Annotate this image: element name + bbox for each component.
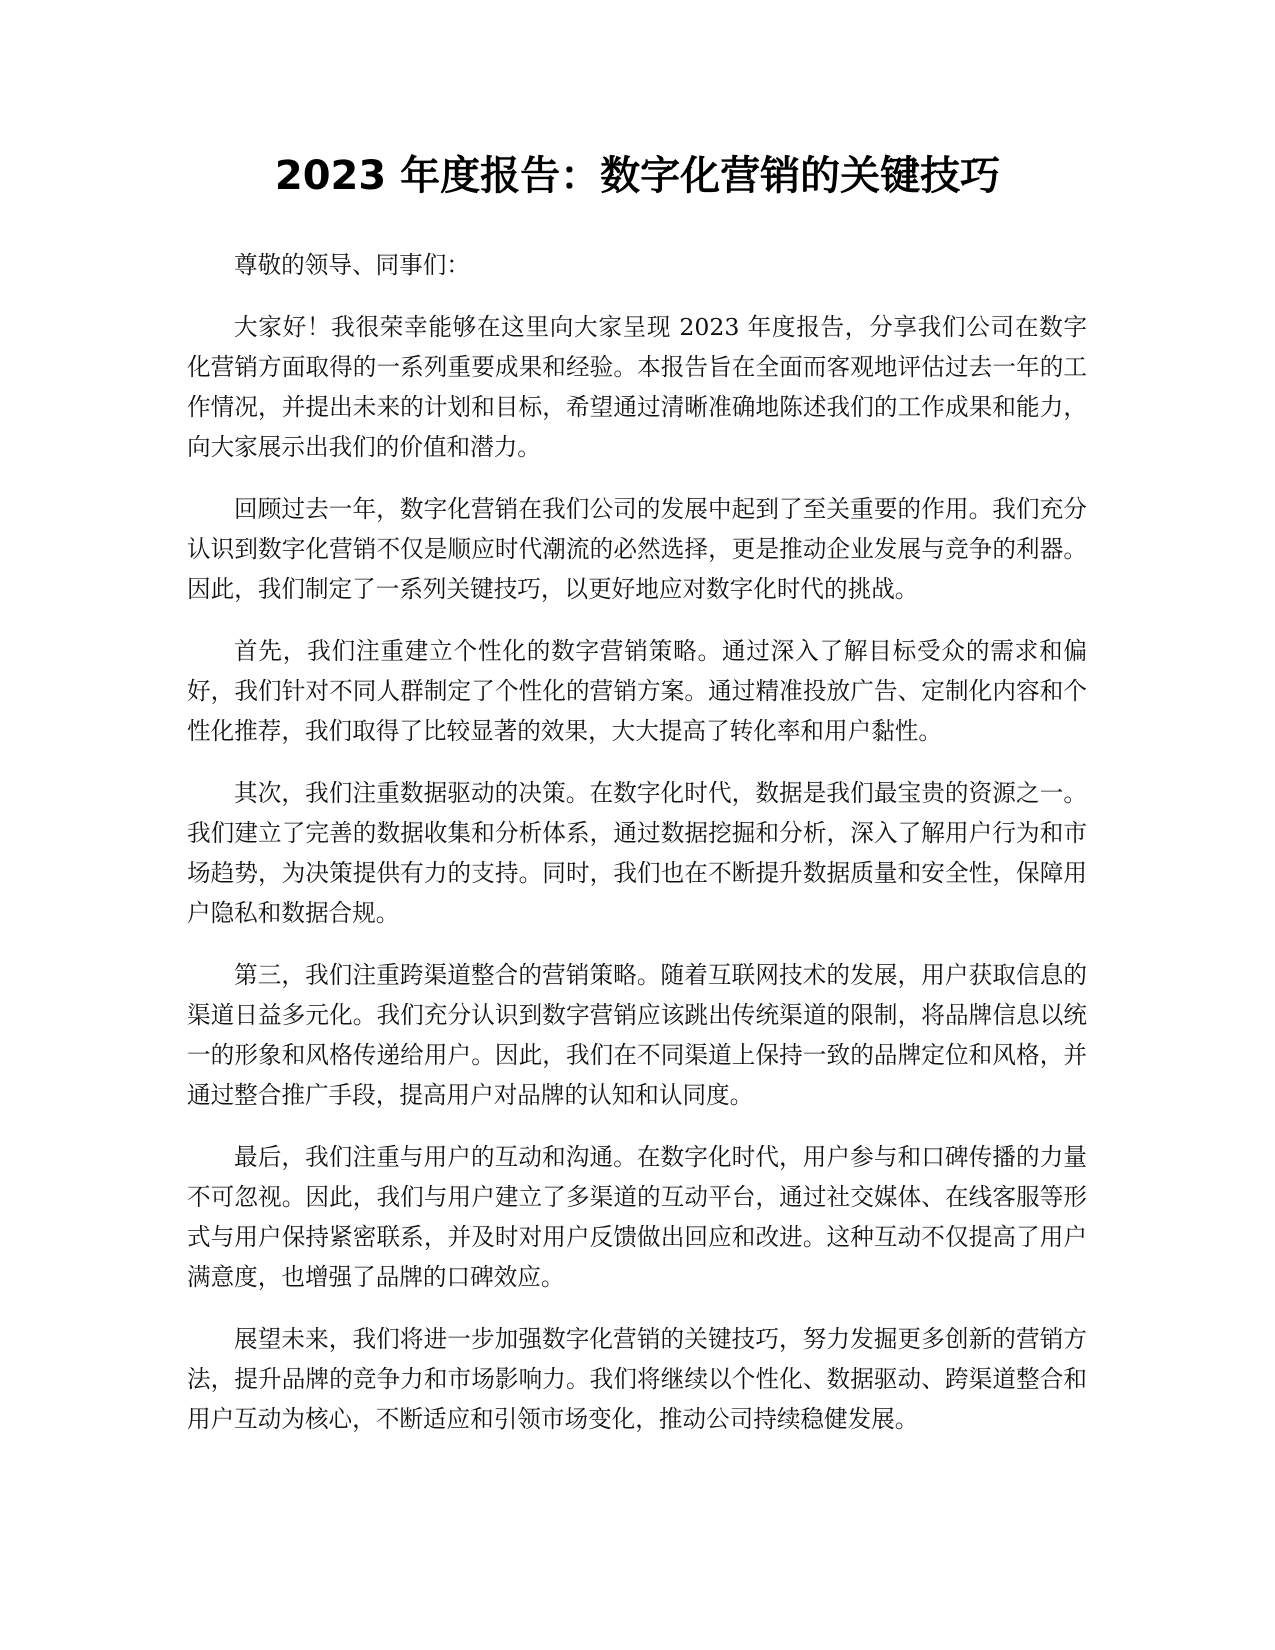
paragraph-personalization: 首先，我们注重建立个性化的数字营销策略。通过深入了解目标受众的需求和偏好，我们针对不同人群制定了个性化的营销方案。通过精准投放广告、定制化内容和个性化推荐，我们取得了比较显著的效果，大大提高了转化率和用户黏性。 xyxy=(187,637,1087,745)
paragraph-outlook: 展望未来，我们将进一步加强数字化营销的关键技巧，努力发掘更多创新的营销方法，提升品牌的竞争力和市场影响力。我们将继续以个性化、数据驱动、跨渠道整合和用户互动为核心，不断适应和引领市场变化，推动公司持续稳健发展。 xyxy=(187,1325,1087,1433)
paragraph-cross-channel: 第三，我们注重跨渠道整合的营销策略。随着互联网技术的发展，用户获取信息的渠道日益多元化。我们充分认识到数字营销应该跳出传统渠道的限制，将品牌信息以统一的形象和风格传递给用户。因此，我们在不同渠道上保持一致的品牌定位和风格，并通过整合推广手段，提高用户对品牌的认知和认同度。 xyxy=(187,961,1087,1109)
document-title: 2023 年度报告：数字化营销的关键技巧 xyxy=(274,153,1001,199)
paragraph-data-driven: 其次，我们注重数据驱动的决策。在数字化时代，数据是我们最宝贵的资源之一。我们建立了完善的数据收集和分析体系，通过数据挖掘和分析，深入了解用户行为和市场趋势，为决策提供有力的支持。同时，我们也在不断提升数据质量和安全性，保障用户隐私和数据合规。 xyxy=(187,779,1087,927)
paragraph-review: 回顾过去一年，数字化营销在我们公司的发展中起到了至关重要的作用。我们充分认识到数字化营销不仅是顺应时代潮流的必然选择，更是推动企业发展与竞争的利器。因此，我们制定了一系列关键技巧，以更好地应对数字化时代的挑战。 xyxy=(187,495,1087,603)
document-body xyxy=(187,245,1087,1461)
paragraph-user-interaction: 最后，我们注重与用户的互动和沟通。在数字化时代，用户参与和口碑传播的力量不可忽视。因此，我们与用户建立了多渠道的互动平台，通过社交媒体、在线客服等形式与用户保持紧密联系，并及时对用户反馈做出回应和改进。这种互动不仅提高了用户满意度，也增强了品牌的口碑效应。 xyxy=(187,1143,1087,1291)
paragraph-intro: 大家好！我很荣幸能够在这里向大家呈现 2023 年度报告，分享我们公司在数字化营销方面取得的一系列重要成果和经验。本报告旨在全面而客观地评估过去一年的工作情况，并提出未来的计划和目标，希望通过清晰准确地陈述我们的工作成果和能力，向大家展示出我们的价值和潜力。 xyxy=(187,313,1087,461)
salutation: 尊敬的领导、同事们： xyxy=(234,251,470,279)
